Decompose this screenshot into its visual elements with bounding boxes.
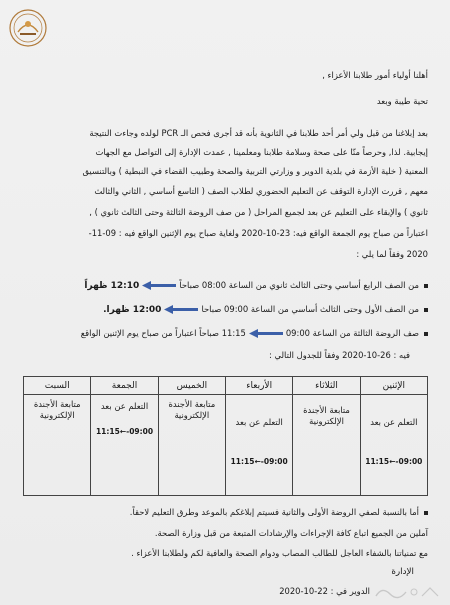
greeting: أهلنا أولياء أمور طلابنا الأعزاء , xyxy=(322,70,428,80)
body-line-2: إيجابية. لذا, وحرصاً منّا على صحة وسلامة طلابنا ومعلمينا , عمدت الإدارة إلى التواصل مع الجهات xyxy=(95,147,428,157)
cell-activity: متابعة الأجندة الإلكترونية xyxy=(303,405,350,426)
schedule-item-2-end: 12:00 ظهرا. xyxy=(103,305,162,315)
cell-time: 11:15←-09:00 xyxy=(230,457,288,466)
body-line-4: معهم , قررت الإدارة التوقف عن التعليم الحضوري لطلاب الصف ( التاسع أساسي , الثاني والثالث xyxy=(94,186,428,196)
salutation: تحية طيبة وبعد xyxy=(376,96,428,106)
table-header-row xyxy=(24,377,428,395)
school-emblem-icon xyxy=(8,8,48,48)
arrow-left-icon xyxy=(164,305,198,314)
kg-note-text: أما بالنسبة لصفي الروضة الأولى والثانية فسيتم إبلاغكم بالموعد وطرق التعليم لاحقاً. xyxy=(129,507,419,517)
schedule-item-1-text: من الصف الرابع أساسي وحتى الثالث ثانوي من الساعة 08:00 صباحاً xyxy=(179,280,419,290)
cell-time: 11:15←-09:00 xyxy=(95,427,154,436)
body-line-5: ثانوي ) والإبقاء على التعليم عن بعد لجميع المراحل ( من صف الروضة الثالثة وحتى الثالث ثانوي ) , xyxy=(89,207,428,217)
table-header-cell: الأربعاء xyxy=(226,377,293,395)
table-header-cell: الإثنين xyxy=(360,377,427,395)
body-line-6: اعتباراً من صباح يوم الجمعة الواقع فيه: 23-10-2020 ولغاية صباح يوم الإثنين الواقع فيه : 09-11- xyxy=(88,228,428,238)
cell-activity: التعلم عن بعد xyxy=(370,417,418,427)
table-header-cell: الثلاثاء xyxy=(293,377,360,395)
table-cell xyxy=(360,395,427,496)
body-line-3: المعنية ( خلية الأزمة في بلدية الدوير و وزارتي التربية والصحة وطبيب القضاء في النبطية ) وبالتنسيق xyxy=(82,166,428,176)
cell-time: 11:15←-09:00 xyxy=(365,457,423,466)
cell-activity: متابعة الأجندة الإلكترونية xyxy=(33,399,81,420)
table-header-cell: السبت xyxy=(24,377,91,395)
cell-activity: التعلم عن بعد xyxy=(235,417,283,427)
bullet-icon xyxy=(424,284,428,288)
bullet-icon xyxy=(424,332,428,336)
table-header-cell: الخميس xyxy=(158,377,225,395)
schedule-item-3 xyxy=(22,328,428,339)
weekly-schedule-table xyxy=(23,376,428,496)
arrow-left-icon xyxy=(249,329,283,338)
cell-activity: التعلم عن بعد xyxy=(100,401,149,411)
body-line-1: بعد إبلاغنا من قبل ولي أمر أحد طلابنا في الثانوية بأنه قد أجرى فحص الـ PCR لولده وجاءت النتيجة xyxy=(89,128,428,138)
table-cell xyxy=(91,395,158,496)
table-row xyxy=(24,395,428,496)
schedule-item-3-end: 11:15 صباحاً اعتباراً من صباح يوم الإثنين الواقع xyxy=(80,328,246,338)
kg-note xyxy=(22,507,428,518)
bullet-icon xyxy=(424,511,428,515)
watermark-icon xyxy=(370,582,445,602)
table-cell xyxy=(293,395,360,496)
signature: الإدارة xyxy=(391,567,414,577)
schedule-item-2-text: من الصف الأول وحتى الثالث أساسي من الساعة 09:00 صباحا xyxy=(201,304,419,314)
place-date: الدوير في : 22-10-2020 xyxy=(279,586,370,596)
table-cell xyxy=(226,395,293,496)
table-cell xyxy=(24,395,91,496)
bullet-icon xyxy=(424,308,428,312)
schedule-item-3-continuation: فيه : 26-10-2020 وفقاً للجدول التالي : xyxy=(269,350,410,360)
table-header-cell: الجمعة xyxy=(91,377,158,395)
compliance-note: آملين من الجميع اتباع كافة الإجراءات والإرشادات المتبعة من قبل وزارة الصحة. xyxy=(154,528,428,538)
schedule-item-2 xyxy=(22,304,428,316)
cell-activity: متابعة الأجندة الإلكترونية xyxy=(168,399,216,420)
wishes-note: مع تمنياتنا بالشفاء العاجل للطالب المصاب ودوام الصحة والعافية لكم ولطلابنا الأعزاء . xyxy=(131,548,428,558)
body-line-7: 2020 وفقاً لما يلي : xyxy=(356,249,428,259)
schedule-item-1 xyxy=(22,280,428,292)
schedule-item-3-text: صف الروضة الثالثة من الساعة 09:00 xyxy=(285,328,419,338)
table-cell xyxy=(158,395,225,496)
arrow-left-icon xyxy=(142,281,176,290)
schedule-item-1-end: 12:10 ظهراً xyxy=(84,281,140,291)
